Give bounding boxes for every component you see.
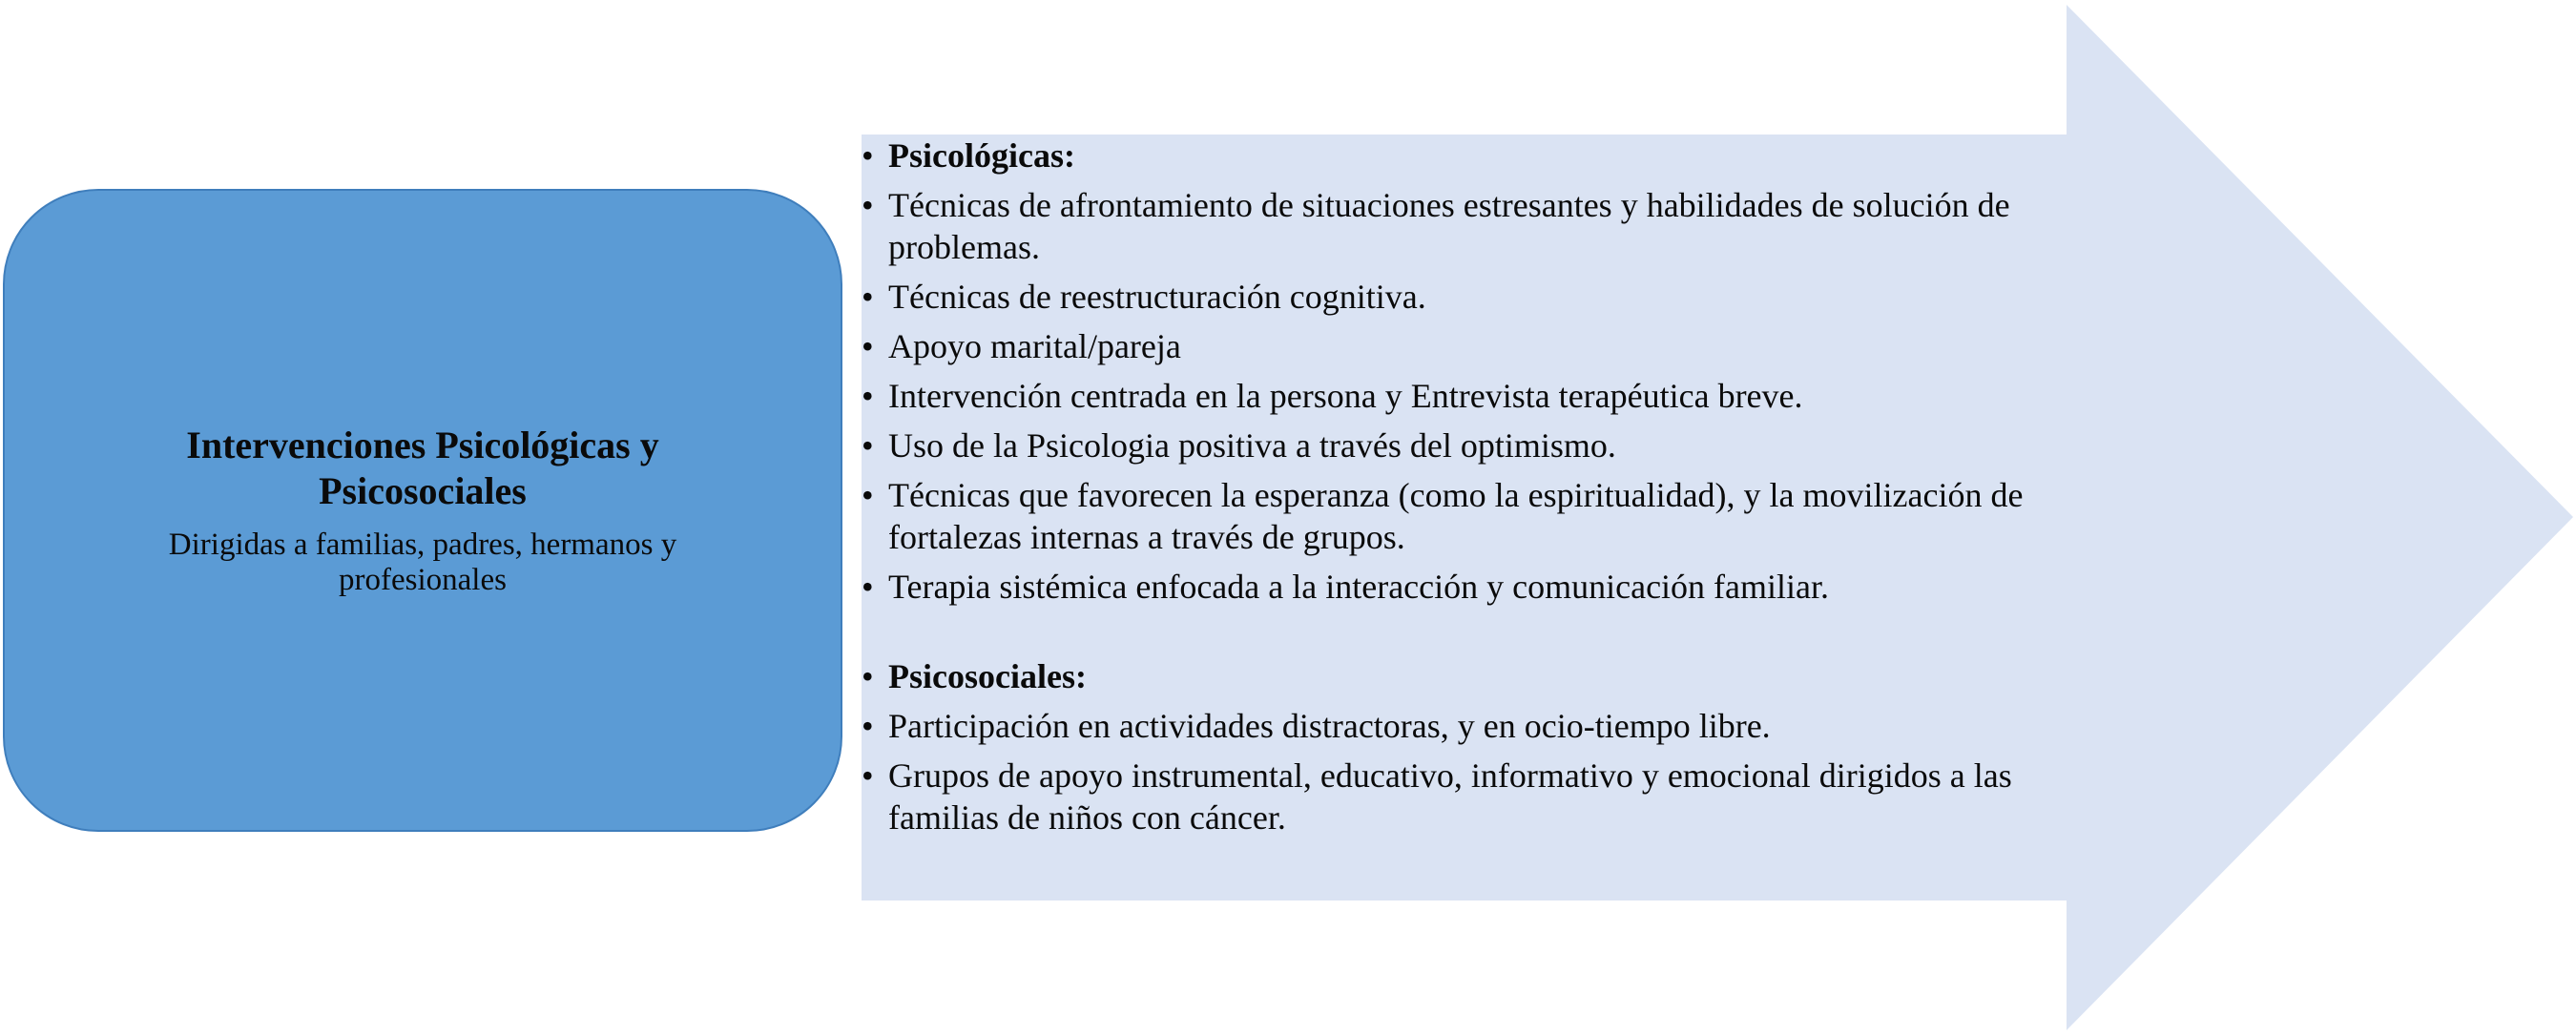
section-header-psicosociales	[862, 655, 2111, 697]
arrow-text-content	[862, 135, 2111, 838]
list-item-text: Uso de la Psicologia positiva a través del optimismo.	[888, 426, 1616, 465]
list-item-text: Técnicas de afrontamiento de situaciones estresantes y habilidades de solución de problemas.	[888, 186, 2010, 266]
bullet-glyph: •	[862, 278, 874, 316]
bullet-glyph: •	[862, 707, 874, 745]
section-spacer	[862, 608, 2111, 655]
list-item-text: Técnicas que favorecen la esperanza (como la espiritualidad), y la movilización de fortalezas internas a través de grupos.	[888, 476, 2024, 556]
bullet-glyph: •	[862, 377, 874, 415]
bullet-glyph: •	[862, 657, 874, 695]
list-item-text: Intervención centrada en la persona y Entrevista terapéutica breve.	[888, 377, 1803, 415]
section-header-label: Psicológicas:	[888, 136, 1075, 175]
list-item	[862, 424, 2111, 466]
list-item-text: Grupos de apoyo instrumental, educativo, informativo y emocional dirigidos a las familias de niños con cáncer.	[888, 756, 2012, 837]
bullet-glyph: •	[862, 568, 874, 606]
bullet-glyph: •	[862, 327, 874, 365]
list-item	[862, 474, 2111, 558]
bullet-glyph: •	[862, 186, 874, 224]
left-rounded-box	[3, 189, 842, 832]
left-box-subtitle: Dirigidas a familias, padres, hermanos y profesionales	[168, 528, 677, 597]
list-item	[862, 705, 2111, 747]
list-item	[862, 325, 2111, 367]
list-item	[862, 276, 2111, 318]
bullet-glyph: •	[862, 136, 874, 175]
bullet-glyph: •	[862, 476, 874, 514]
section-header-label: Psicosociales:	[888, 657, 1087, 695]
list-item-text: Terapia sistémica enfocada a la interacción y comunicación familiar.	[888, 568, 1830, 606]
section-header-psicologicas	[862, 135, 2111, 176]
list-item	[862, 566, 2111, 608]
bullet-glyph: •	[862, 756, 874, 795]
left-box-title: Intervenciones Psicológicas y Psicosociales	[186, 424, 659, 512]
list-item	[862, 375, 2111, 417]
list-item-text: Técnicas de reestructuración cognitiva.	[888, 278, 1426, 316]
list-item	[862, 184, 2111, 268]
list-item-text: Participación en actividades distractoras, y en ocio-tiempo libre.	[888, 707, 1771, 745]
list-item-text: Apoyo marital/pareja	[888, 327, 1181, 365]
bullet-glyph: •	[862, 426, 874, 465]
list-item	[862, 755, 2111, 838]
